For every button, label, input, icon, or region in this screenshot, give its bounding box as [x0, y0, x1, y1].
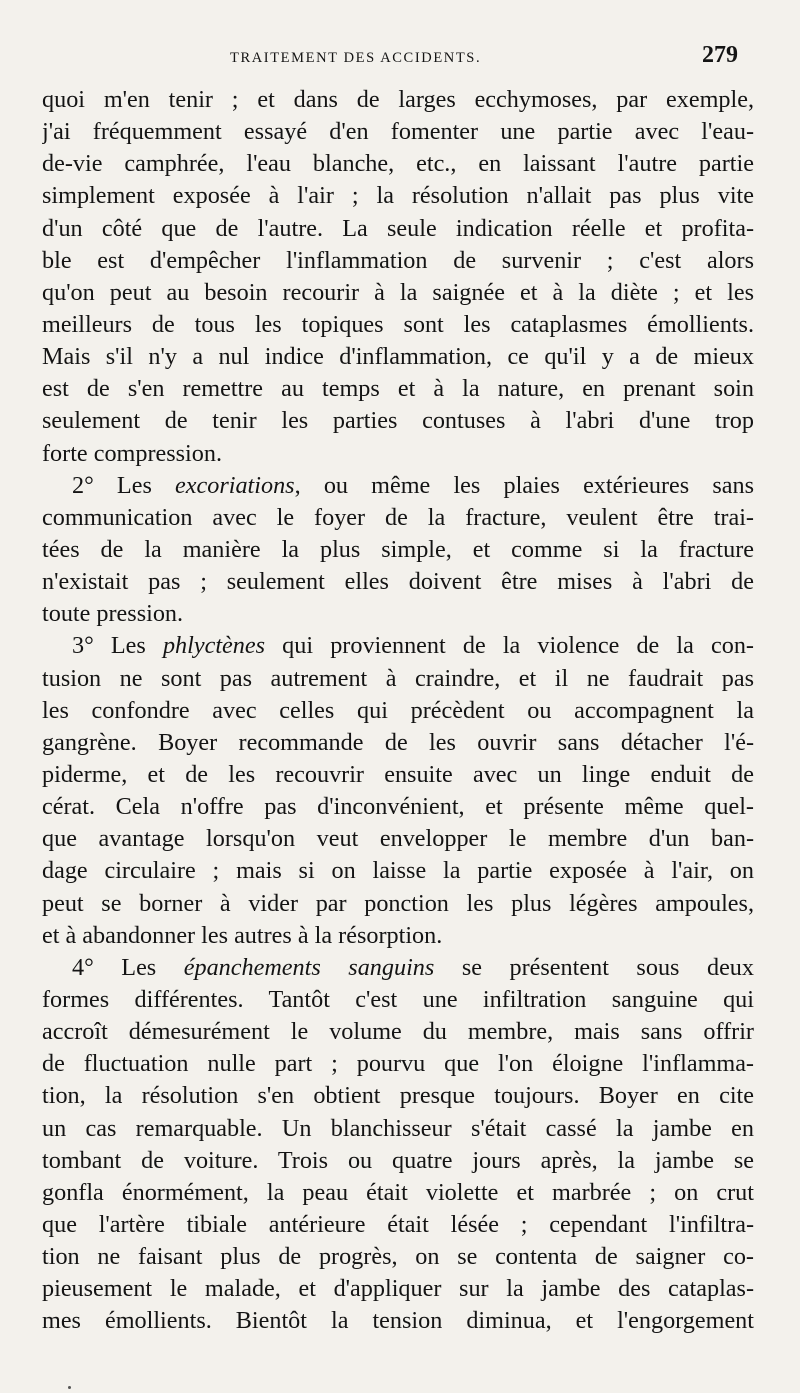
page-number: 279	[702, 42, 738, 68]
text-line: ble est d'empêcher l'inflammation de survenir ; c'est alors	[42, 246, 754, 274]
text-line: quoi m'en tenir ; et dans de larges ecchymoses, par exemple,	[42, 86, 754, 113]
text-line: de-vie camphrée, l'eau blanche, etc., en laissant l'autre partie	[42, 150, 754, 178]
line-segment: se présentent sous deux	[434, 953, 754, 981]
text-line: est de s'en remettre au temps et à la nature, en prenant soin	[42, 375, 754, 403]
text-line: tées de la manière la plus simple, et comme si la fracture	[42, 535, 754, 563]
text-line: communication avec le foyer de la fracture, veulent être trai-	[42, 503, 754, 531]
text-line: un cas remarquable. Un blanchisseur s'était cassé la jambe en	[42, 1114, 754, 1142]
text-line: pieusement le malade, et d'appliquer sur la jambe des cataplas-	[42, 1275, 754, 1303]
text-line: formes différentes. Tantôt c'est une infiltration sanguine qui	[42, 985, 754, 1013]
text-line: cérat. Cela n'offre pas d'inconvénient, et présente même quel-	[42, 793, 754, 821]
text-line: que avantage lorsqu'on veut envelopper le membre d'un ban-	[42, 825, 754, 853]
text-line: gangrène. Boyer recommande de les ouvrir sans détacher l'é-	[42, 728, 754, 756]
text-line: accroît démesurément le volume du membre, mais sans offrir	[42, 1018, 754, 1046]
running-title: TRAITEMENT DES ACCIDENTS.	[230, 50, 482, 66]
text-line	[42, 952, 754, 984]
text-line: seulement de tenir les parties contuses à l'abri d'une trop	[42, 407, 754, 435]
line-segment: qui proviennent de la violence de la con-	[265, 632, 754, 660]
text-line: et à abandonner les autres à la résorption.	[42, 921, 443, 949]
text-line: tion ne faisant plus de progrès, on se contenta de saigner co-	[42, 1243, 754, 1271]
line-segment: 3° Les	[72, 632, 163, 660]
text-line: toute pression.	[42, 600, 184, 628]
text-line: meilleurs de tous les topiques sont les cataplasmes émollients.	[42, 310, 754, 338]
text-line: d'un côté que de l'autre. La seule indication réelle et profita-	[42, 214, 754, 242]
text-line: de fluctuation nulle part ; pourvu que l'on éloigne l'inflamma-	[42, 1050, 754, 1078]
text-line: forte compression.	[42, 439, 223, 467]
text-line: n'existait pas ; seulement elles doivent être mises à l'abri de	[42, 568, 754, 596]
italic-term: épanchements sanguins	[183, 953, 435, 981]
text-line: que l'artère tibiale antérieure était lésée ; cependant l'infiltra-	[42, 1210, 754, 1238]
text-line: tusion ne sont pas autrement à craindre, et il ne faudrait pas	[42, 664, 754, 692]
text-line: tion, la résolution s'en obtient presque toujours. Boyer en cite	[42, 1082, 754, 1110]
text-line: peut se borner à vider par ponction les plus légères ampoules,	[42, 889, 754, 917]
italic-term: phlyctènes	[162, 632, 266, 660]
text-line: piderme, et de les recouvrir ensuite avec un linge enduit de	[42, 760, 754, 788]
line-segment: 2° Les	[72, 471, 176, 499]
text-line: simplement exposée à l'air ; la résolution n'allait pas plus vite	[42, 182, 754, 210]
text-line	[42, 630, 754, 662]
line-segment: 4° Les	[72, 953, 184, 981]
text-line: les confondre avec celles qui précèdent ou accompagnent la	[42, 696, 754, 724]
print-speck	[68, 1386, 71, 1389]
body-text	[42, 84, 754, 1337]
text-line: Mais s'il n'y a nul indice d'inflammation, ce qu'il y a de mieux	[42, 343, 754, 371]
text-line	[42, 470, 754, 502]
line-segment: , ou même les plaies extérieures sans	[294, 471, 754, 499]
page-header	[40, 42, 738, 76]
text-line: mes émollients. Bientôt la tension diminua, et l'engorgement	[42, 1307, 754, 1335]
text-line: j'ai fréquemment essayé d'en fomenter une partie avec l'eau-	[42, 118, 754, 146]
text-line: tombant de voiture. Trois ou quatre jours après, la jambe se	[42, 1146, 754, 1174]
text-line: gonfla énormément, la peau était violette et marbrée ; on crut	[42, 1178, 754, 1206]
italic-term: excoriations	[175, 471, 295, 499]
text-line: dage circulaire ; mais si on laisse la partie exposée à l'air, on	[42, 857, 754, 885]
text-line: qu'on peut au besoin recourir à la saignée et à la diète ; et les	[42, 278, 754, 306]
